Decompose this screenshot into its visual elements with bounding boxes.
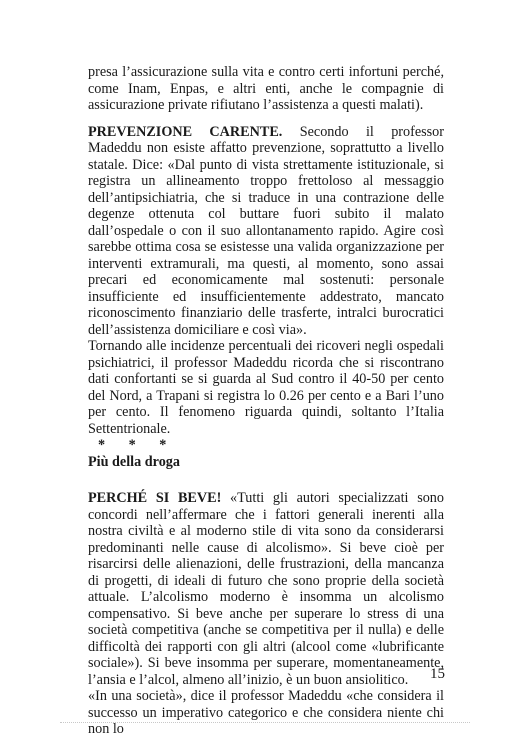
section-heading: Più della droga	[88, 453, 180, 470]
body-perche-si-beve: «Tutti gli autori specializzati sono concordi nell’affermare che i fattori generali inerenti alla nostra civiltà e al moderno stile di vita sono da considerarsi predominanti nelle cause di alcolismo». Si beve cioè per risarcirsi delle alienazioni, delle frustrazioni, della mancanza di progetti, di ideali di futuro che sono proprie della società attuale. L’alcolismo moderno è insomma un alcolismo compensativo. Si beve anche per superare lo stress di una società competitiva (anche se competitiva per il nulla) e delle difficoltà dei rapporti con gli altri (alcool come «lubrificante sociale»). Si beve insomma per superare, momentaneamente, l’ansia e l’alcol, almeno all’inizio, è un buon ansiolitico.	[88, 490, 444, 688]
body-prevenzione: Secondo il professor Madeddu non esiste affatto prevenzione, soprattutto a livello statale. Dice: «Dal punto di vista strettamente istituzionale, si registra un allineamento troppo frettoloso al messaggio dell’antipsichiatria, che si traduce in una contrazione delle degenze ottenuta col buttare fuori subito il malato dall’ospedale o con il suo allontanamento rapido. Agire così sarebbe ottima cosa se esistesse una valida organizzazione per interventi extramurali, ma questi, al momento, sono assai precari ed economicamente mal sostenuti: personale insufficiente ed insufficientemente addestrato, mancato riconoscimento finanziario delle trasferte, intralci burocratici dell’assistenza domiciliare e così via».	[88, 123, 444, 338]
lead-perche-si-beve: PERCHÉ SI BEVE!	[88, 490, 222, 506]
paragraph-intro: presa l’assicurazione sulla vita e contro certi infortuni perché, come Inam, Enpas, e altri enti, anche le compagnie di assicurazione private rifiutano l’assistenza a questi malati).	[88, 64, 444, 113]
paragraph-ricoveri: Tornando alle incidenze percentuali dei ricoveri negli ospedali psichiatrici, il professor Madeddu ricorda che si riscontrano dati confortanti se si guarda al Sud contro il 40-50 per cento del Nord, a Trapani si registra lo 0.26 per cento e a Bari l’uno per cento. Il fenomeno riguarda quindi, soltanto l’Italia Settentrionale.	[88, 338, 444, 437]
section-separator: * * *	[98, 437, 177, 453]
page-body	[88, 64, 444, 738]
paragraph-societa: «In una società», dice il professor Madeddu «che considera il successo un imperativo categorico e che considera niente chi non lo	[88, 688, 444, 737]
paragraph-perche-si-beve	[88, 490, 444, 688]
bottom-edge-rule	[60, 722, 470, 723]
paragraph-prevenzione	[88, 124, 444, 339]
page-number: 15	[430, 666, 445, 682]
lead-prevenzione: PREVENZIONE CARENTE.	[88, 123, 283, 140]
